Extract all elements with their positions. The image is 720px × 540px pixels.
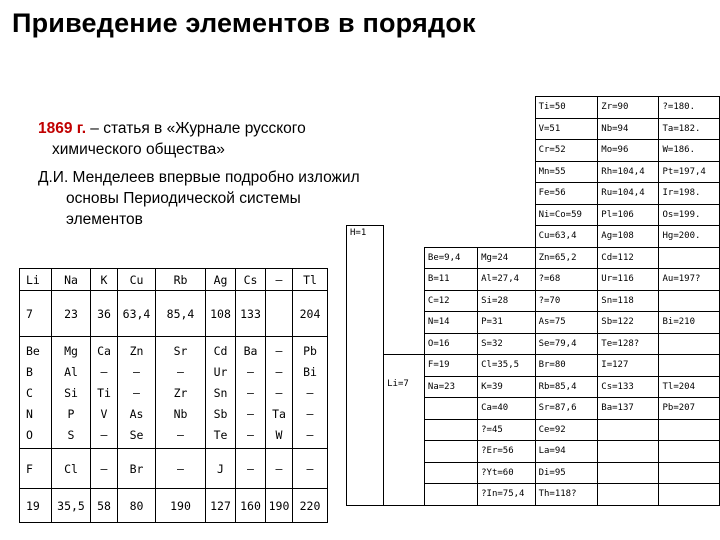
table-cell: N=14	[424, 312, 477, 334]
table-cell: –	[266, 449, 293, 489]
stack-line: Ba	[243, 344, 258, 358]
table-cell: Rb=85,4	[535, 376, 598, 398]
table-cell: Ir=198.	[659, 183, 720, 205]
stack-line: –	[100, 428, 108, 442]
table-cell: Sn=118	[598, 290, 659, 312]
table-cell-stack	[293, 337, 328, 449]
table-cell: Zr=90	[598, 97, 659, 119]
table-cell: ?Er=56	[478, 441, 535, 463]
table-cell: 19	[20, 489, 52, 523]
stack-line: –	[275, 386, 283, 400]
table-cell: B=11	[424, 269, 477, 291]
table-cell: Ag	[206, 269, 236, 291]
table-cell-stack	[236, 337, 266, 449]
table-cell-stack	[206, 337, 236, 449]
table-cell: Au=197?	[659, 269, 720, 291]
table-cell: Cd=112	[598, 247, 659, 269]
table-cell	[424, 484, 477, 506]
stack-line: –	[247, 407, 254, 421]
table-cell: –	[156, 449, 206, 489]
table-cell: 58	[91, 489, 118, 523]
stack-line: –	[133, 365, 140, 379]
stack-line: –	[177, 428, 184, 442]
table-cell: As=75	[535, 312, 598, 334]
table-cell: F=19	[424, 355, 477, 377]
caption-mendeleev-line2: основы Периодической системы	[66, 190, 301, 207]
table-cell: Cu	[118, 269, 156, 291]
table-cell: 35,5	[52, 489, 91, 523]
table-cell	[659, 419, 720, 441]
caption-article	[38, 118, 358, 160]
table-cell: Sr=87,6	[535, 398, 598, 420]
table-cell	[424, 441, 477, 463]
table-cell: 85,4	[156, 291, 206, 337]
table-cell: S=32	[478, 333, 535, 355]
table-cell	[659, 441, 720, 463]
stack-line: –	[275, 344, 283, 358]
caption-article-line1: – статья в «Журнале русского	[86, 120, 306, 137]
table-cell	[598, 462, 659, 484]
caption-mendeleev-line1: Д.И. Менделеев впервые подробно изложил	[38, 169, 360, 186]
table-cell: 220	[293, 489, 328, 523]
table-cell: Br	[118, 449, 156, 489]
stack-line: –	[306, 407, 314, 421]
table-cell: Pt=197,4	[659, 161, 720, 183]
stack-line: Nb	[173, 407, 188, 421]
stack-line: Ur	[213, 365, 228, 379]
table-row	[347, 355, 720, 377]
table-cell: Se=79,4	[535, 333, 598, 355]
stack-line: B	[26, 365, 33, 379]
table-cell-stack	[118, 337, 156, 449]
stack-line: C	[26, 386, 33, 400]
table-cell: Bi=210	[659, 312, 720, 334]
table-cell: 133	[236, 291, 266, 337]
table-cell: Di=95	[535, 462, 598, 484]
table-cell: Mo=96	[598, 140, 659, 162]
table-cell-stack	[20, 337, 52, 449]
stack-line: –	[275, 365, 283, 379]
table-cell	[598, 441, 659, 463]
table-cell: Fe=56	[535, 183, 598, 205]
stack-line: Si	[64, 386, 78, 400]
slide-title: Приведение элементов в порядок	[12, 8, 476, 38]
table-cell	[659, 247, 720, 269]
table-cell	[424, 419, 477, 441]
stack-line: As	[129, 407, 144, 421]
table-row	[20, 489, 328, 523]
empty-cell	[478, 97, 535, 248]
table-cell: 127	[206, 489, 236, 523]
table-cell: ?In=75,4	[478, 484, 535, 506]
table-cell: Si=28	[478, 290, 535, 312]
table-cell-stack	[52, 337, 91, 449]
stack-line: Te	[213, 428, 228, 442]
table-cell: Ba=137	[598, 398, 659, 420]
table-cell: 190	[266, 489, 293, 523]
table-cell: 36	[91, 291, 118, 337]
table-cell: Rb	[156, 269, 206, 291]
table-cell: 7	[20, 291, 52, 337]
table-cell-stack	[91, 337, 118, 449]
table-row	[347, 247, 720, 269]
stack-line: –	[247, 386, 254, 400]
stack-line: –	[247, 365, 254, 379]
table-cell: Na	[52, 269, 91, 291]
table-cell: 160	[236, 489, 266, 523]
table-row	[20, 449, 328, 489]
table-cell: Zn=65,2	[535, 247, 598, 269]
table-cell	[598, 419, 659, 441]
empty-cell	[384, 97, 425, 248]
cell-h1: H=1	[347, 226, 384, 506]
table-cell: Cs=133	[598, 376, 659, 398]
stack-line: Sn	[213, 386, 228, 400]
table-cell: Sb=122	[598, 312, 659, 334]
table-cell: 204	[293, 291, 328, 337]
stack-line: –	[306, 386, 314, 400]
table-cell: ?=45	[478, 419, 535, 441]
table-cell: 23	[52, 291, 91, 337]
table-row	[20, 337, 328, 449]
table-cell: Ur=116	[598, 269, 659, 291]
stack-line: –	[177, 365, 184, 379]
caption-mendeleev-line3: элементов	[66, 211, 143, 228]
table-cell: K=39	[478, 376, 535, 398]
table-cell: Mg=24	[478, 247, 535, 269]
stack-line: W	[275, 428, 283, 442]
stack-line: Zr	[173, 386, 188, 400]
table-cell: Ni=Co=59	[535, 204, 598, 226]
stack-line: Ta	[272, 407, 286, 421]
table-cell: –	[91, 449, 118, 489]
table-cell: P=31	[478, 312, 535, 334]
table-cell: ?=68	[535, 269, 598, 291]
empty-cell	[347, 97, 384, 226]
table-cell: Na=23	[424, 376, 477, 398]
table-cell: Rh=104,4	[598, 161, 659, 183]
stack-line: O	[26, 428, 33, 442]
stack-line: Be	[26, 344, 40, 358]
table-cell: Cl=35,5	[478, 355, 535, 377]
table-cell	[659, 355, 720, 377]
stack-line: –	[306, 428, 314, 442]
table-cell: Pl=106	[598, 204, 659, 226]
table-cell: Tl	[293, 269, 328, 291]
table-cell: Tl=204	[659, 376, 720, 398]
table-cell: Ag=108	[598, 226, 659, 248]
table-cell: –	[266, 269, 293, 291]
table-cell: Be=9,4	[424, 247, 477, 269]
table-cell: ?=180.	[659, 97, 720, 119]
element-groups-table	[19, 268, 328, 523]
stack-line: V	[100, 407, 108, 421]
stack-line: Pb	[303, 344, 317, 358]
stack-line: Sb	[213, 407, 228, 421]
table-cell: Cr=52	[535, 140, 598, 162]
empty-cell	[424, 97, 477, 248]
table-row	[20, 269, 328, 291]
table-cell: C=12	[424, 290, 477, 312]
table-cell: La=94	[535, 441, 598, 463]
cell-li7: Li=7	[384, 355, 425, 506]
stack-line: –	[100, 365, 108, 379]
table-cell: Te=128?	[598, 333, 659, 355]
table-cell-stack	[266, 337, 293, 449]
table-cell	[424, 398, 477, 420]
stack-line: Ca	[97, 344, 111, 358]
table-cell: Cs	[236, 269, 266, 291]
table-cell: Cu=63,4	[535, 226, 598, 248]
table-cell: 80	[118, 489, 156, 523]
table-cell	[659, 290, 720, 312]
table-cell: 108	[206, 291, 236, 337]
caption-article-line2: химического общества»	[52, 141, 225, 158]
table-cell	[598, 484, 659, 506]
table-cell: Al=27,4	[478, 269, 535, 291]
table-cell: O=16	[424, 333, 477, 355]
table-cell: 190	[156, 489, 206, 523]
table-cell: Ca=40	[478, 398, 535, 420]
table-row	[20, 291, 328, 337]
stack-line: Bi	[303, 365, 317, 379]
table-cell: I=127	[598, 355, 659, 377]
table-cell: V=51	[535, 118, 598, 140]
stack-line: –	[247, 428, 254, 442]
table-cell: F	[20, 449, 52, 489]
stack-line: Mg	[64, 344, 78, 358]
stack-line: N	[26, 407, 33, 421]
table-cell: Li	[20, 269, 52, 291]
table-cell	[424, 462, 477, 484]
table-cell: Cl	[52, 449, 91, 489]
stack-line: Se	[129, 428, 144, 442]
table-cell	[659, 484, 720, 506]
table-cell: Br=80	[535, 355, 598, 377]
table-cell	[266, 291, 293, 337]
stack-line: Ti	[97, 386, 111, 400]
table-cell: Th=118?	[535, 484, 598, 506]
table-cell: ?Yt=60	[478, 462, 535, 484]
table-cell: W=186.	[659, 140, 720, 162]
table-cell: Mn=55	[535, 161, 598, 183]
table-cell: ?=70	[535, 290, 598, 312]
table-cell	[659, 462, 720, 484]
table-row	[347, 97, 720, 119]
stack-line: S	[67, 428, 75, 442]
empty-cell	[384, 247, 425, 355]
table-cell: Nb=94	[598, 118, 659, 140]
table-cell: Ce=92	[535, 419, 598, 441]
table-cell: Ta=182.	[659, 118, 720, 140]
caption-year: 1869 г.	[38, 120, 86, 137]
stack-line: –	[133, 386, 140, 400]
stack-line: Sr	[173, 344, 188, 358]
table-cell: 63,4	[118, 291, 156, 337]
table-cell: K	[91, 269, 118, 291]
table-cell	[659, 333, 720, 355]
table-cell: –	[293, 449, 328, 489]
table-cell: Ti=50	[535, 97, 598, 119]
table-cell: Os=199.	[659, 204, 720, 226]
table-cell: –	[236, 449, 266, 489]
stack-line: Cd	[213, 344, 228, 358]
table-cell: Pb=207	[659, 398, 720, 420]
stack-line: P	[67, 407, 75, 421]
table-cell: Hg=200.	[659, 226, 720, 248]
periodic-table-1869	[346, 96, 720, 506]
stack-line: Al	[64, 365, 78, 379]
table-cell-stack	[156, 337, 206, 449]
table-cell: Ru=104,4	[598, 183, 659, 205]
table-cell: J	[206, 449, 236, 489]
stack-line: Zn	[129, 344, 144, 358]
